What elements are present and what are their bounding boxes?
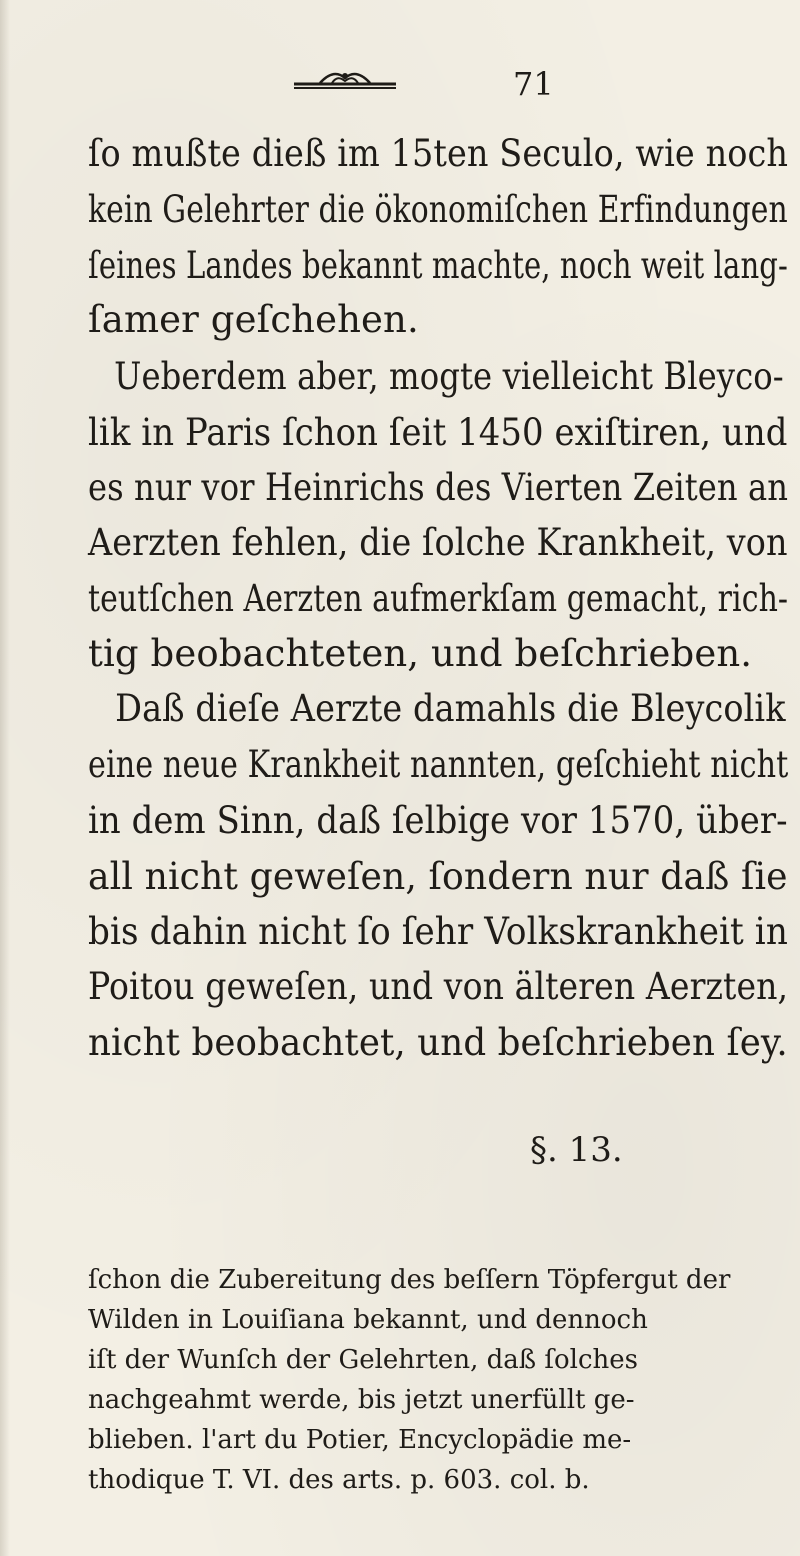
- text-line: all nicht geweſen, ſondern nur daß ſie: [88, 855, 788, 898]
- text-line: Ueberdem aber, mogte vielleicht Bleyco-: [114, 355, 784, 398]
- text-line: ſamer geſchehen.: [88, 298, 419, 341]
- footnote-line: iſt der Wunſch der Gelehrten, daß ſolches: [88, 1345, 638, 1375]
- text-line: bis dahin nicht ſo ſehr Volkskrankheit in: [88, 910, 788, 953]
- text-line: Aerzten fehlen, die ſolche Krankheit, von: [88, 521, 788, 564]
- text-line: kein Gelehrter die ökonomiſchen Erfindungen: [88, 188, 788, 231]
- section-number: §. 13.: [530, 1130, 623, 1170]
- page-edge-shadow: [0, 0, 10, 1556]
- footnote-line: thodique T. VI. des arts. p. 603. col. b.: [88, 1465, 590, 1495]
- text-line: ſo mußte dieß im 15ten Seculo, wie noch: [88, 132, 789, 175]
- text-line: eine neue Krankheit nannten, geſchieht nicht: [88, 743, 789, 786]
- footnote-line: blieben. l'art du Potier, Encyclopädie me-: [88, 1425, 632, 1455]
- footnote-line: nachgeahmt werde, bis jetzt unerfüllt ge-: [88, 1385, 635, 1415]
- page-number: 71: [513, 65, 554, 103]
- text-line: ſeines Landes bekannt machte, noch weit lang-: [88, 244, 788, 287]
- text-line: es nur vor Heinrichs des Vierten Zeiten an: [88, 466, 789, 509]
- text-line: teutſchen Aerzten aufmerkſam gemacht, rich-: [88, 577, 789, 620]
- footnote-line: Wilden in Louiſiana bekannt, und dennoch: [88, 1305, 648, 1335]
- text-line: Poitou geweſen, und von älteren Aerzten,: [88, 965, 789, 1008]
- text-line: nicht beobachtet, und beſchrieben ſey.: [88, 1021, 788, 1064]
- ornament-icon: [290, 68, 400, 94]
- text-line: in dem Sinn, daß ſelbige vor 1570, über-: [88, 799, 788, 842]
- text-line: tig beobachteten, und beſchrieben.: [88, 632, 753, 675]
- text-line: Daß dieſe Aerzte damahls die Bleycolik: [115, 687, 786, 730]
- text-line: lik in Paris ſchon ſeit 1450 exiſtiren, und: [88, 411, 788, 454]
- footnote-line: ſchon die Zubereitung des beſſern Töpfergut der: [88, 1265, 731, 1295]
